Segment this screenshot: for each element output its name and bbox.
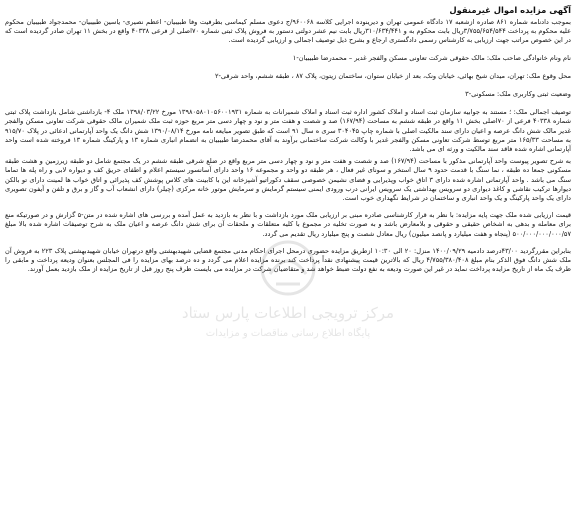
auction-paragraph: بنابراین مقررگردید ۴۳/۰۰درصد دادمیه ۱۴۰۰/۰۹/۲۹ منزل: ۲۰ الی ۱۰:۳۰ ازطریق مزایده حضوری درمحل اجرای احکام مدنی مجتمع قضایی شهیدبهشتی واقع درتهران خیابان شهیدبهشتی پلاک ۲۲۳ به فروش آن ملک شش دانگ فوق الذکر بنام مبلغ ۴/۷۵۵/۳۸۰/۴۰۸ ریال که بالاترین قیمت پیشنهادی نقداً پرداخت کند برنده مزایده اعلام می گردد و ده درصد بهای مزایده را فی المجلس بعنوان ودیعه پرداخت و مابقی را ظرف یک ماه از تاریخ مزایده پرداخت نماید در غیر این صورت ودیعه به نفع دولت ضبط خواهد شد و متقاضیان شرکت در مزایده می بایست ظرف پنج روز قبل از تاریخ مزایده از ملک بازدید بعمل آورند. xyxy=(5,246,572,274)
notice-title: آگهی مزایده اموال غیرمنقول xyxy=(449,5,571,15)
watermark-text-1: مرکز ترویجی اطلاعات پارس ستاد xyxy=(181,304,395,322)
description-paragraph: توصیف اجمالی ملک: ؛ مستند به جوابیه سازمان ثبت اسناد و املاک کشور اداره ثبت اسناد و املاک شمیرانات به شماره ۱۳۹۸۰۵۸۰۱۰۵۶۰۰۱۹۳۱ مورخ ۱۳۹۸/۰۳/۲۲ ملک ۴- بازداشتی شامل بازداشت پلاک ثبتی شماره ۴۰۳۳۸ فرعی از ۷۰اصلی بخش ۱۱ واقع در طبقه ششم به مساحت (۱۶۷/۹۴) صد و شصت و هفت متر و نود و چهار دسی متر مربع حوزه ثبت ملک شمیران مالک حقوقی شرکت تعاونی مسکن والفجر غدیر مالک شش دانگ عرصه و اعیان دارای سند مالکیت اصلی با شماره چاپ ۳۰۴۰۴۵ سری ه سال ۹۱ است که طبق تصویر مبایعه نامه مورخ ۱۳۹۰/۰۸/۱۴ شش دانگ یک واحد آپارتمانی ادعائی در پلاک ۹۱۵/۷۰ به مساحت ۱۶۵/۳۳ متر مربع توسط شرکت تعاونی مسکن والفجر غدیر با وکالت شرکت ساختمانی برآوند به آقای محمدرضا طبیبیان به انضمام انباری شماره ۱۳ و پارکینگ شماره ۱۳ فروخته شده است واحد آپارتمانی اشاره شده فاقد سند مالکیت و ورثه ای می باشد. xyxy=(5,108,571,154)
address-line: محل وقوع ملک: تهران، میدان شیخ بهائی، خیابان ونک، بعد از خیابان ستوان، ساختمان زیتون، پلاک ۸۷ ، طبقه ششم، واحد شرقی-۲ xyxy=(214,71,571,80)
owner-line: نام ونام خانوادگی صاحب ملک: مالک حقوقی شرکت تعاونی مسکن والفجر غدیر – محمدرضا طبیبیان-۱ xyxy=(292,53,571,62)
watermark-text-2: پایگاه اطلاع رسانی مناقصات و مزایدات xyxy=(205,328,371,339)
intro-paragraph: بموجب دادنامه شماره ۸۶۱ صادره ازشعبه ۱۷ دادگاه عمومی تهران و دیرینوده اجرایی کلاسه ۹۶۰۰۶۸/ج دعوی مسلم کیماسی بطرفیت وفا طبیبیان- اعظم نصیری- یاسین طبیبیان- محمدجواد طبیبیان محکوم علیه محکوم به پرداخت ۳/۷۵۵/۶۵۴/۵۴۴ریال بابت محکوم به و ۳۱۰/۶۳۴/۴۴۱ریال بابت نیم عشر دولتی دستور به فروش پلاک ثبتی شماره ۷۰اصلی از فرعی ۴۰۳۳۸ واقع در بخش ۱۱ تهران صادر گردیده است که در این خصوص مراتب جهت ارزیابی به کارشناس رسمی دادگستری ارجاع و بشرح ذیل توصیف اجمالی و ارزیابی گردیده است. xyxy=(5,18,572,45)
status-line: وضعیت ثبتی وکاربری ملک: مسکونی-۳ xyxy=(465,90,571,99)
valuation-paragraph: قیمت ارزیابی شده ملک جهت پایه مزایده: با نظر به قرار کارشناسی صادره مبنی بر ارزیابی ملک مورد بازداشت و با نظر به بازدید به عمل آمده و بررسی های اشاره شده در متن-۵ گزارش و در صورتیکه منع برای معامله و بدهی به اشخاص حقیقی و حقوقی و بلامعارض باشد و به صورت تخلیه در مجموع با کلیه متعلقات و ملحقات آن برای شش دانگ عرصه و اعیان ملک به شرح توصیفات اشاره شده بالا مبلغ ۵۰۰/۰۰۰/۰۰۰/۰۰۰/۵۷ (پنجاه و هفت میلیارد و پانصد میلیون) ریال معادل شصت و پنج میلیارد ریال تقدیم می گردد. xyxy=(5,211,571,238)
details-paragraph: به شرح تصویر پیوست واحد آپارتمانی مذکور با مساحت (۱۶۷/۹۴) صد و شصت و هفت متر و نود و چهار دسی متر مربع واقع در ضلع شرقی طبقه ششم در یک مجتمع شامل دو طبقه زیرزمین و هشت طبقه مسکونی جمعا ده طبقه ، نما سنگ با قدمت حدود ۹ سال استخر و سونای غیر فعال ، هر طبقه دو واحد و مجموعه ۱۶ واحد دارای آسانسور سیستم اعلام و اطفای حریق کف و دیواره لابی و راه پله ها تماما سنگ می باشد . واحد آپارتمانی اشاره شده دارای ۳ اتاق خواب وپذیرایی و فضای نشیمن خصوصی سقف دکوراتیو آشپزخانه این با کابینت های کلاس پوشش کف پذیرائی و اتاق خواب ها لمینت دارای تو بالکن دیوارها ترکیب نقاشی و کاغذ دیواری دو سرویس بهداشتی یک سرویس ایرانی درب ورودی ایمنی سیستم گرمایش و سرمایش موتور خانه مرکزی (چیلر) دارای انشعاب آب و گاز و برق و تلفن و آیفون تصویری دارای یک واحد پارکینگ و یک واحد انباری و ساختمان در شرایط نگهداری خوب است. xyxy=(5,157,572,203)
